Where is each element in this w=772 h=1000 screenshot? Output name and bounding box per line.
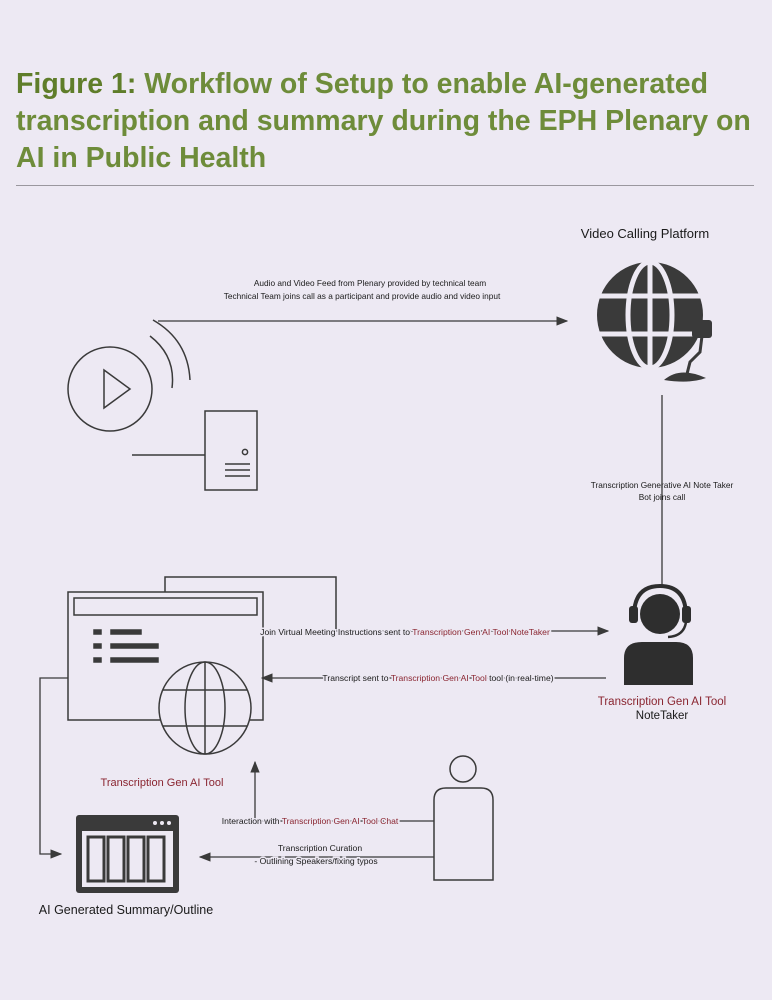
curation-label-line2: - Outlining Speakers/fixing typos (254, 856, 378, 866)
server-icon (132, 411, 257, 490)
interaction-label (222, 816, 399, 826)
feed-label-line1: Audio and Video Feed from Plenary provided by technical team (253, 278, 487, 288)
interaction-label-a: Interaction with (221, 816, 282, 826)
video-platform-label: Video Calling Platform (580, 226, 710, 241)
bot-label-line2: Bot joins call (638, 492, 686, 502)
gen-ai-tool-label: Transcription Gen AI Tool (100, 777, 224, 789)
feed-label-line2: Technical Team joins call as a participant and provide audio and video input (223, 291, 501, 301)
join-label (260, 627, 550, 637)
gen-ai-globe-icon (159, 662, 251, 754)
transcript-label-a: Transcript sent to (322, 673, 391, 683)
notetaker-label-line1: Transcription Gen AI Tool (597, 696, 727, 708)
summary-loop-arrow (40, 678, 68, 854)
interaction-arrow (255, 762, 434, 821)
globe-speaker-icon (597, 262, 712, 382)
transcript-label-c: tool (in real-time) (486, 673, 554, 683)
curation-label-line1: Transcription Curation (277, 843, 363, 853)
person-icon (434, 756, 493, 880)
bot-label-line1: Transcription Generative AI Note Taker (590, 480, 734, 490)
join-label-tool: Transcription Gen AI Tool NoteTaker (412, 627, 550, 637)
summary-window-icon (76, 815, 179, 893)
figure-title-text: Workflow of Setup to enable AI-generated transcription and summary during the EPH Plenary on AI in Public Health (16, 68, 751, 174)
join-label-text: Join Virtual Meeting Instructions sent to (260, 627, 413, 637)
figure-label: Figure 1: (16, 68, 137, 100)
transcript-label-tool: Transcription Gen AI Tool (390, 673, 487, 683)
notetaker-headset-icon (624, 586, 693, 685)
notetaker-label-line2: NoteTaker (635, 710, 689, 722)
summary-label: AI Generated Summary/Outline (38, 903, 214, 917)
play-broadcast-icon (68, 320, 190, 431)
transcript-label (322, 673, 553, 683)
interaction-label-tool: Transcription Gen AI Tool Chat (281, 816, 399, 826)
